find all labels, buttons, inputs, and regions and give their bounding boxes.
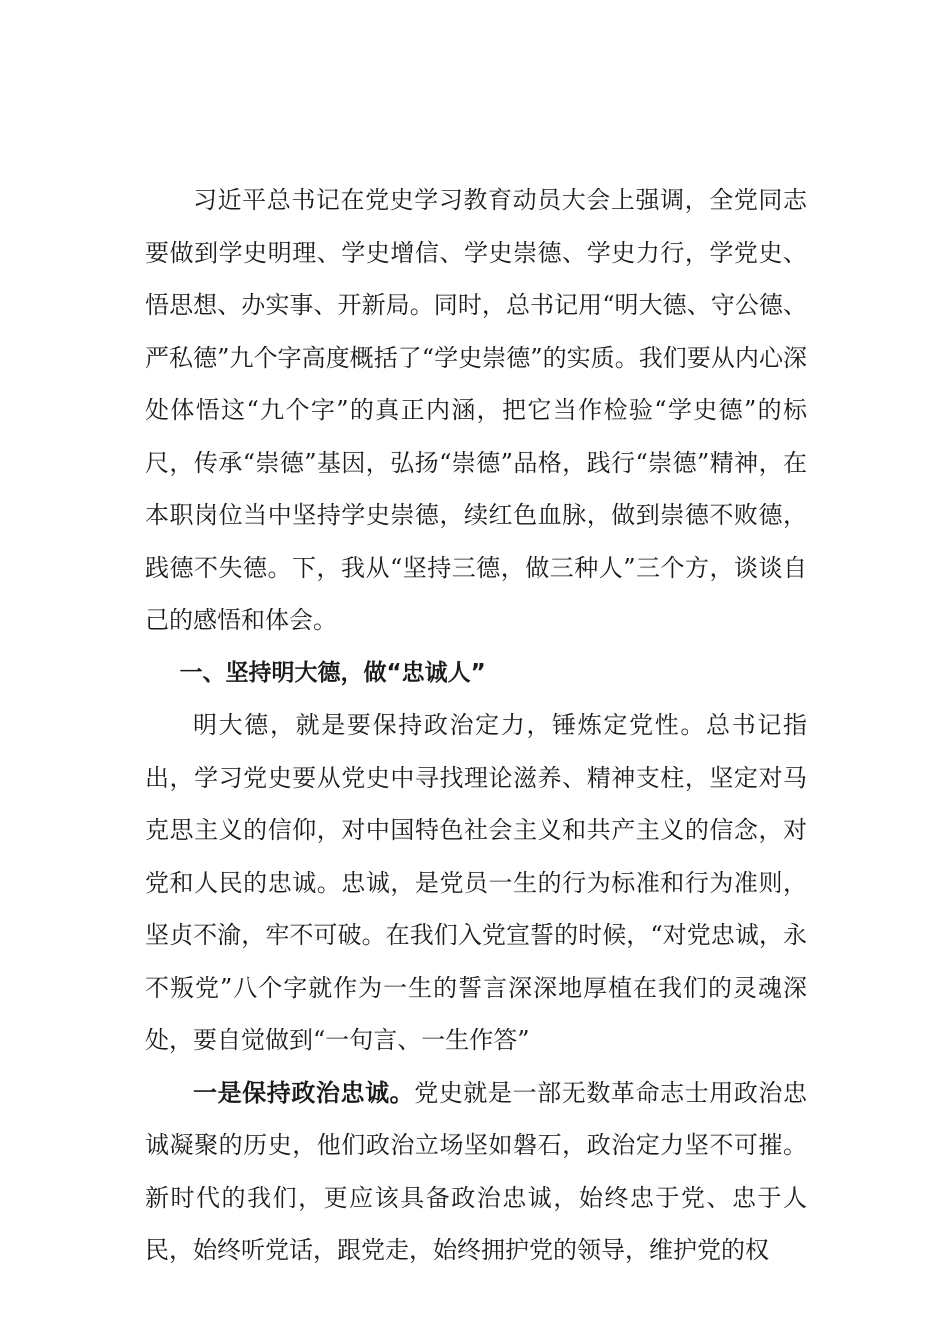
point-1-lead: 一是保持政治忠诚。 (193, 1078, 415, 1107)
document-body (145, 174, 807, 1277)
point-1-paragraph (145, 1067, 807, 1277)
section-1-paragraph: 明大德，就是要保持政治定力，锤炼定党性。总书记指出，学习党史要从党史中寻找理论滋养、精神支柱，坚定对马克思主义的信仰，对中国特色社会主义和共产主义的信念，对党和人民的忠诚。忠诚，是党员一生的行为标准和行为准则，坚贞不渝，牢不可破。在我们入党宣誓的时候，“对党忠诚，永不叛党”八个字就作为一生的誓言深深地厚植在我们的灵魂深处，要自觉做到“一句言、一生作答” (145, 711, 807, 1054)
point-1-body: 党史就是一部无数革命志士用政治忠诚凝聚的历史，他们政治立场坚如磐石，政治定力坚不可摧。新时代的我们，更应该具备政治忠诚，始终忠于党、忠于人民，始终听党话，跟党走，始终拥护党的领导，维护党的权 (145, 1078, 807, 1264)
section-heading-1: 一、坚持明大德，做“忠诚人” (179, 659, 486, 686)
intro-paragraph: 习近平总书记在党史学习教育动员大会上强调，全党同志要做到学史明理、学史增信、学史崇德、学史力行，学党史、悟思想、办实事、开新局。同时，总书记用“明大德、守公德、严私德”九个字高度概括了“学史崇德”的实质。我们要从内心深处体悟这“九个字”的真正内涵，把它当作检验“学史德”的标尺，传承“崇德”基因，弘扬“崇德”品格，践行“崇德”精神，在本职岗位当中坚持学史崇德，续红色血脉，做到崇德不败德，践德不失德。下，我从“坚持三德，做三种人”三个方，谈谈自己的感悟和体会。 (145, 186, 807, 634)
